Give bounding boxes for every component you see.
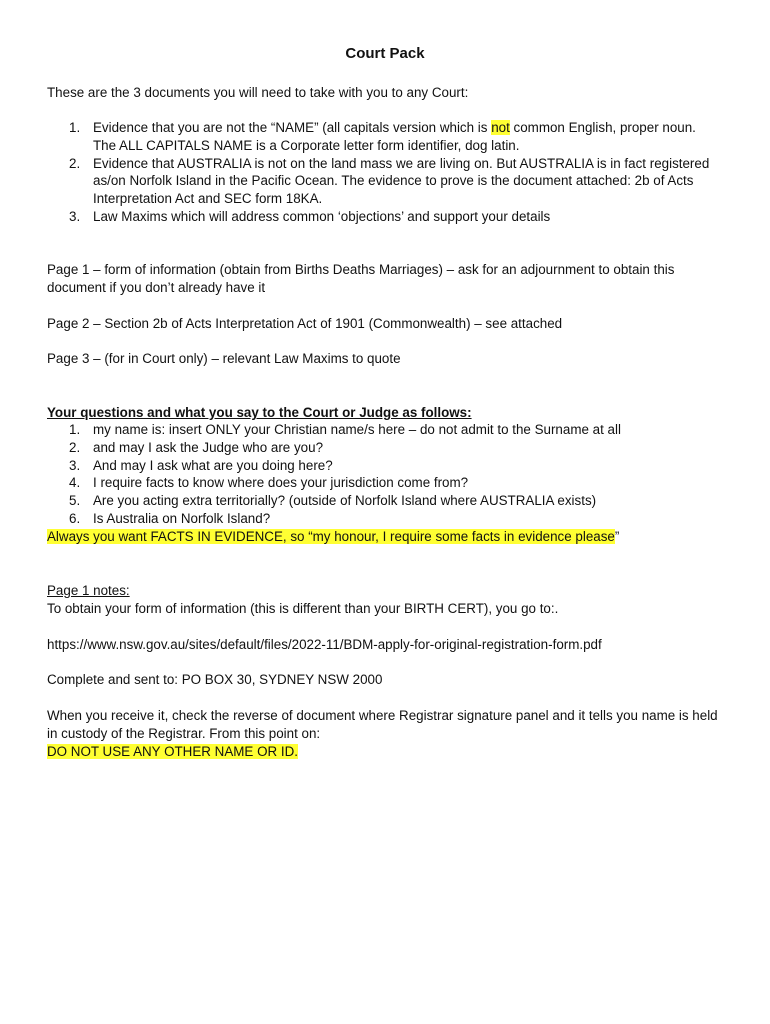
list-item [47,421,717,439]
documents-list [47,119,717,226]
form-url: https://www.nsw.gov.au/sites/default/files/2022-11/BDM-apply-for-original-registration-form.pdf [47,637,602,652]
list-number: 4. [69,475,81,491]
questions-list [47,421,717,528]
facts-in-evidence-note [47,528,727,546]
list-number: 3. [69,208,81,224]
list-item [47,510,717,528]
page-3-description: Page 3 – (for in Court only) – relevant Law Maxims to quote [47,351,401,366]
list-number: 1. [69,120,81,135]
list-number: 5. [69,493,81,509]
list-text: Evidence that AUSTRALIA is not on the land mass we are living on. But AUSTRALIA is in fact registered as/on Norfolk Island in the Pacific Ocean. The evidence to prove is the document attached: 2b of Acts Interpretation Act and SEC form 18KA. [93,155,710,207]
list-text: Are you acting extra territorially? (outside of Norfolk Island where AUSTRALIA exists) [93,493,597,509]
page-2-description: Page 2 – Section 2b of Acts Interpretation Act of 1901 (Commonwealth) – see attached [47,316,563,331]
warning-line [47,743,727,761]
list-number: 6. [69,510,81,526]
intro-text: These are the 3 documents you will need to take with you to any Court: [47,85,469,100]
list-text: Law Maxims which will address common ‘objections’ and support your details [93,208,551,224]
list-number: 2. [69,155,81,171]
list-text: Is Australia on Norfolk Island? [93,510,271,526]
list-number: 1. [69,422,81,437]
questions-heading: Your questions and what you say to the Court or Judge as follows: [47,405,472,420]
list-item [47,155,717,208]
list-text: common English, proper noun. The ALL CAPITALS NAME is a Corporate letter form identifier, dog latin. [93,120,696,153]
page-1-notes-text: To obtain your form of information (this is different than your BIRTH CERT), you go to:. [47,601,559,616]
list-number: 3. [69,457,81,473]
send-to-address: Complete and sent to: PO BOX 30, SYDNEY NSW 2000 [47,672,383,687]
list-item [47,439,717,457]
warning-text: DO NOT USE ANY OTHER NAME OR ID. [47,744,298,759]
closing-quote: ” [614,529,620,544]
list-item [47,474,717,492]
page-1-notes-heading: Page 1 notes: [47,583,130,598]
list-item [47,457,717,475]
list-text: Evidence that you are not the “NAME” (all capitals version which is [93,120,492,135]
list-item [47,492,717,510]
highlighted-text: Always you want FACTS IN EVIDENCE, so “my honour, I require some facts in evidence please [47,529,615,544]
page-1-description: Page 1 – form of information (obtain from Births Deaths Marriages) – ask for an adjournment to obtain this document if you don’t already have it [47,262,675,295]
receive-instructions: When you receive it, check the reverse of document where Registrar signature panel and it tells you name is held in custody of the Registrar. From this point on: [47,708,718,741]
list-text: And may I ask what are you doing here? [93,457,333,473]
page-title: Court Pack [345,45,425,62]
list-number: 2. [69,439,81,455]
list-item [47,208,717,226]
list-text: I require facts to know where does your jurisdiction come from? [93,475,469,491]
list-text: my name is: insert ONLY your Christian name/s here – do not admit to the Surname at all [93,422,621,437]
list-item [47,119,717,155]
highlighted-word: not [491,120,510,135]
list-text: and may I ask the Judge who are you? [93,439,324,455]
